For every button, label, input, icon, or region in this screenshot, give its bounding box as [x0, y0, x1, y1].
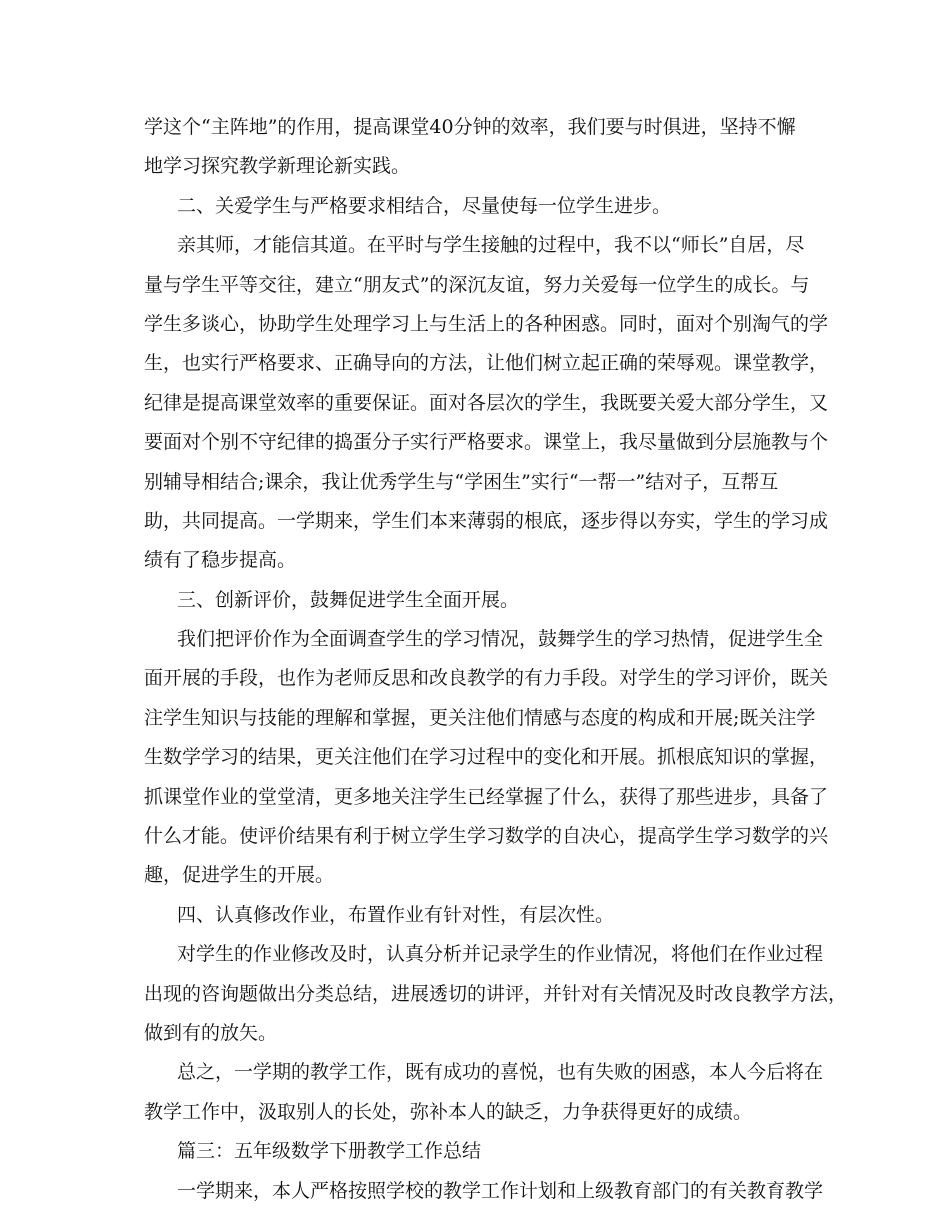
text-line: 学这个“主阵地”的作用，提高课堂40分钟的效率，我们要与时俱进，坚持不懈: [144, 116, 796, 138]
text-line: 总之，一学期的教学工作，既有成功的喜悦，也有失败的困惑，本人今后将在: [177, 1061, 824, 1084]
text-line: 要面对个别不守纪律的捣蛋分子实行严格要求。课堂上，我尽量做到分层施教与个: [144, 431, 829, 454]
text-line: 助，共同提高。一学期来，学生们本来薄弱的根底，逐步得以夯实，学生的学习成: [144, 509, 829, 532]
text-line: 抓课堂作业的堂堂清，更多地关注学生已经掌握了什么，获得了那些进步，具备了: [144, 785, 829, 808]
text-line: 面开展的手段，也作为老师反思和改良教学的有力手段。对学生的学习评价，既关: [144, 667, 829, 690]
section-heading: 四、认真修改作业，布置作业有针对性，有层次性。: [177, 903, 615, 926]
section-heading: 篇三：五年级数学下册教学工作总结: [177, 1140, 482, 1163]
document-body: [144, 108, 848, 1211]
text-line: 趣，促进学生的开展。: [144, 864, 335, 887]
text-line: 什么才能。使评价结果有利于树立学生学习数学的自决心，提高学生学习数学的兴: [144, 825, 829, 848]
text-line: 亲其师，才能信其道。在平时与学生接触的过程中，我不以“师长”自居，尽: [177, 234, 805, 257]
text-line: 一学期来，本人严格按照学校的教学工作计划和上级教育部门的有关教育教学: [177, 1179, 824, 1202]
text-line: 做到有的放矢。: [144, 1021, 278, 1044]
text-line: 出现的咨询题做出分类总结，进展透切的讲评，并针对有关情况及时改良教学方法，: [144, 982, 848, 1005]
text-line: 绩有了稳步提高。: [144, 549, 297, 572]
text-line: 别辅导相结合;课余，我让优秀学生与“学困生”实行“一帮一”结对子，互帮互: [144, 470, 779, 493]
section-heading: 三、创新评价，鼓舞促进学生全面开展。: [177, 588, 520, 611]
text-line: 对学生的作业修改及时，认真分析并记录学生的作业情况，将他们在作业过程: [177, 943, 824, 966]
text-line: 地学习探究教学新理论新实践。: [144, 155, 411, 178]
text-line: 生，也实行严格要求、正确导向的方法，让他们树立起正确的荣辱观。课堂教学，: [144, 352, 829, 375]
text-line: 纪律是提高课堂效率的重要保证。面对各层次的学生，我既要关爱大部分学生，又: [144, 391, 829, 414]
text-line: 学生多谈心，协助学生处理学习上与生活上的各种困惑。同时，面对个别淘气的学: [144, 312, 829, 335]
section-heading: 二、关爱学生与严格要求相结合，尽量使每一位学生进步。: [177, 194, 672, 217]
text-line: 注学生知识与技能的理解和掌握，更关注他们情感与态度的构成和开展;既关注学: [144, 706, 816, 729]
text-line: 量与学生平等交往，建立“朋友式”的深沉友谊，努力关爱每一位学生的成长。与: [144, 273, 810, 296]
text-line: 教学工作中，汲取别人的长处，弥补本人的缺乏，力争获得更好的成绩。: [144, 1100, 753, 1123]
text-line: 生数学学习的结果，更关注他们在学习过程中的变化和开展。抓根底知识的掌握，: [144, 746, 829, 769]
text-line: 我们把评价作为全面调查学生的学习情况，鼓舞学生的学习热情，促进学生全: [177, 628, 824, 651]
